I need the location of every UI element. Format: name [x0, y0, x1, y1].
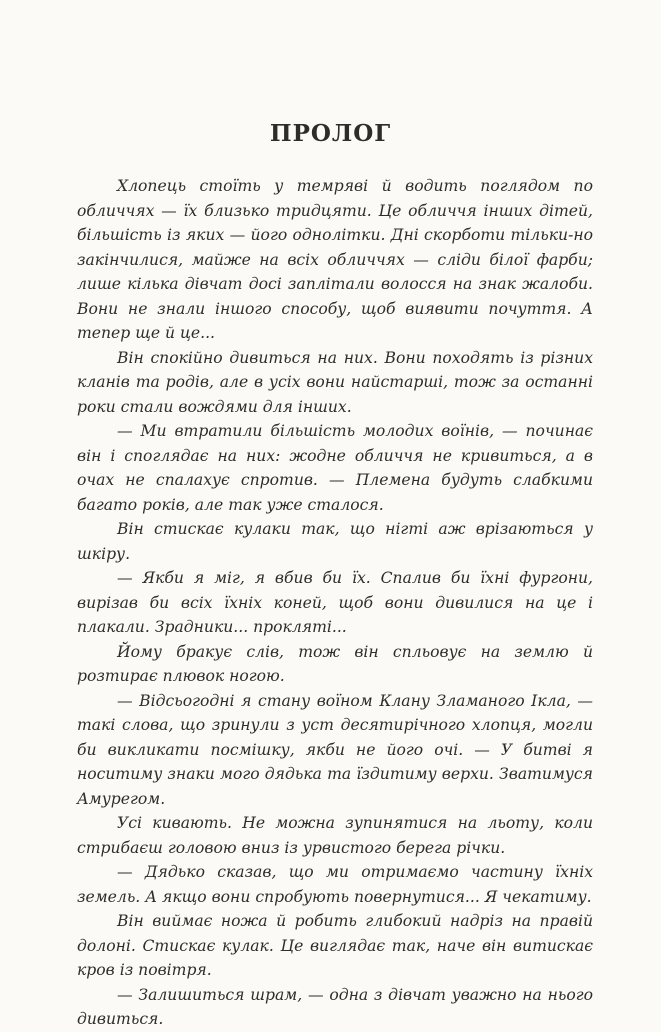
paragraph: — Залишиться шрам, — одна з дівчат уважно на нього дивиться. — [77, 985, 593, 1028]
paragraph: Усі кивають. Не можна зупинятися на льоту, коли стрибаєш головою вниз із урвистого берега річки. — [77, 814, 593, 857]
paragraph: Він спокійно дивиться на них. Вони походять із різних кланів та родів, але в усіх вони найстарші, тож за останні роки стали вождями для інших. — [77, 348, 593, 416]
chapter-title: ПРОЛОГ — [269, 120, 392, 147]
paragraph: Він виймає ножа й робить глибокий надріз на правій долоні. Стискає кулак. Це виглядає так, наче він витискає кров із повітря. — [77, 912, 593, 979]
paragraph: — Ми втратили більшість молодих воїнів, — починає він і споглядає на них: жодне обличчя не кривиться, а в очах не спалахує спротив. — Племена будуть слабкими багато років, але так уже сталося. — [77, 422, 593, 514]
paragraph: — Дядько сказав, що ми отримаємо частину їхніх земель. А якщо вони спробують повернутися... Я чекатиму. — [77, 863, 593, 906]
chapter-text — [77, 174, 593, 1032]
paragraph: — Відсьогодні я стану воїном Клану Зламаного Ікла, — такі слова, що зринули з уст десятирічного хлопця, могли би викликати посмішку, якби не його очі. — У битві я носитиму знаки мого дядька та їздитиму верхи. Зватимуся Амурегом. — [77, 691, 593, 808]
paragraph: Він стискає кулаки так, що нігті аж врізаються у шкіру. — [77, 520, 593, 563]
paragraph: Хлопець стоїть у темряві й водить поглядом по обличчях — їх близько тридцяти. Це обличчя інших дітей, більшість із яких — його однолітки. Дні скорботи тільки-но закінчилися, майже на всіх обличчях — сліди білої фарби; лише кілька дівчат досі заплітали волосся на знак жалоби. Вони не знали іншого способу, щоб виявити почуття. А тепер ще й це... — [77, 177, 593, 342]
paragraph: — Якби я міг, я вбив би їх. Спалив би їхні фургони, вирізав би всіх їхніх коней, щоб вони дивилися на це і плакали. Зрадники... прокляті... — [77, 569, 593, 636]
paragraph: Йому бракує слів, тож він спльовує на землю й розтирає плювок ногою. — [77, 642, 593, 685]
